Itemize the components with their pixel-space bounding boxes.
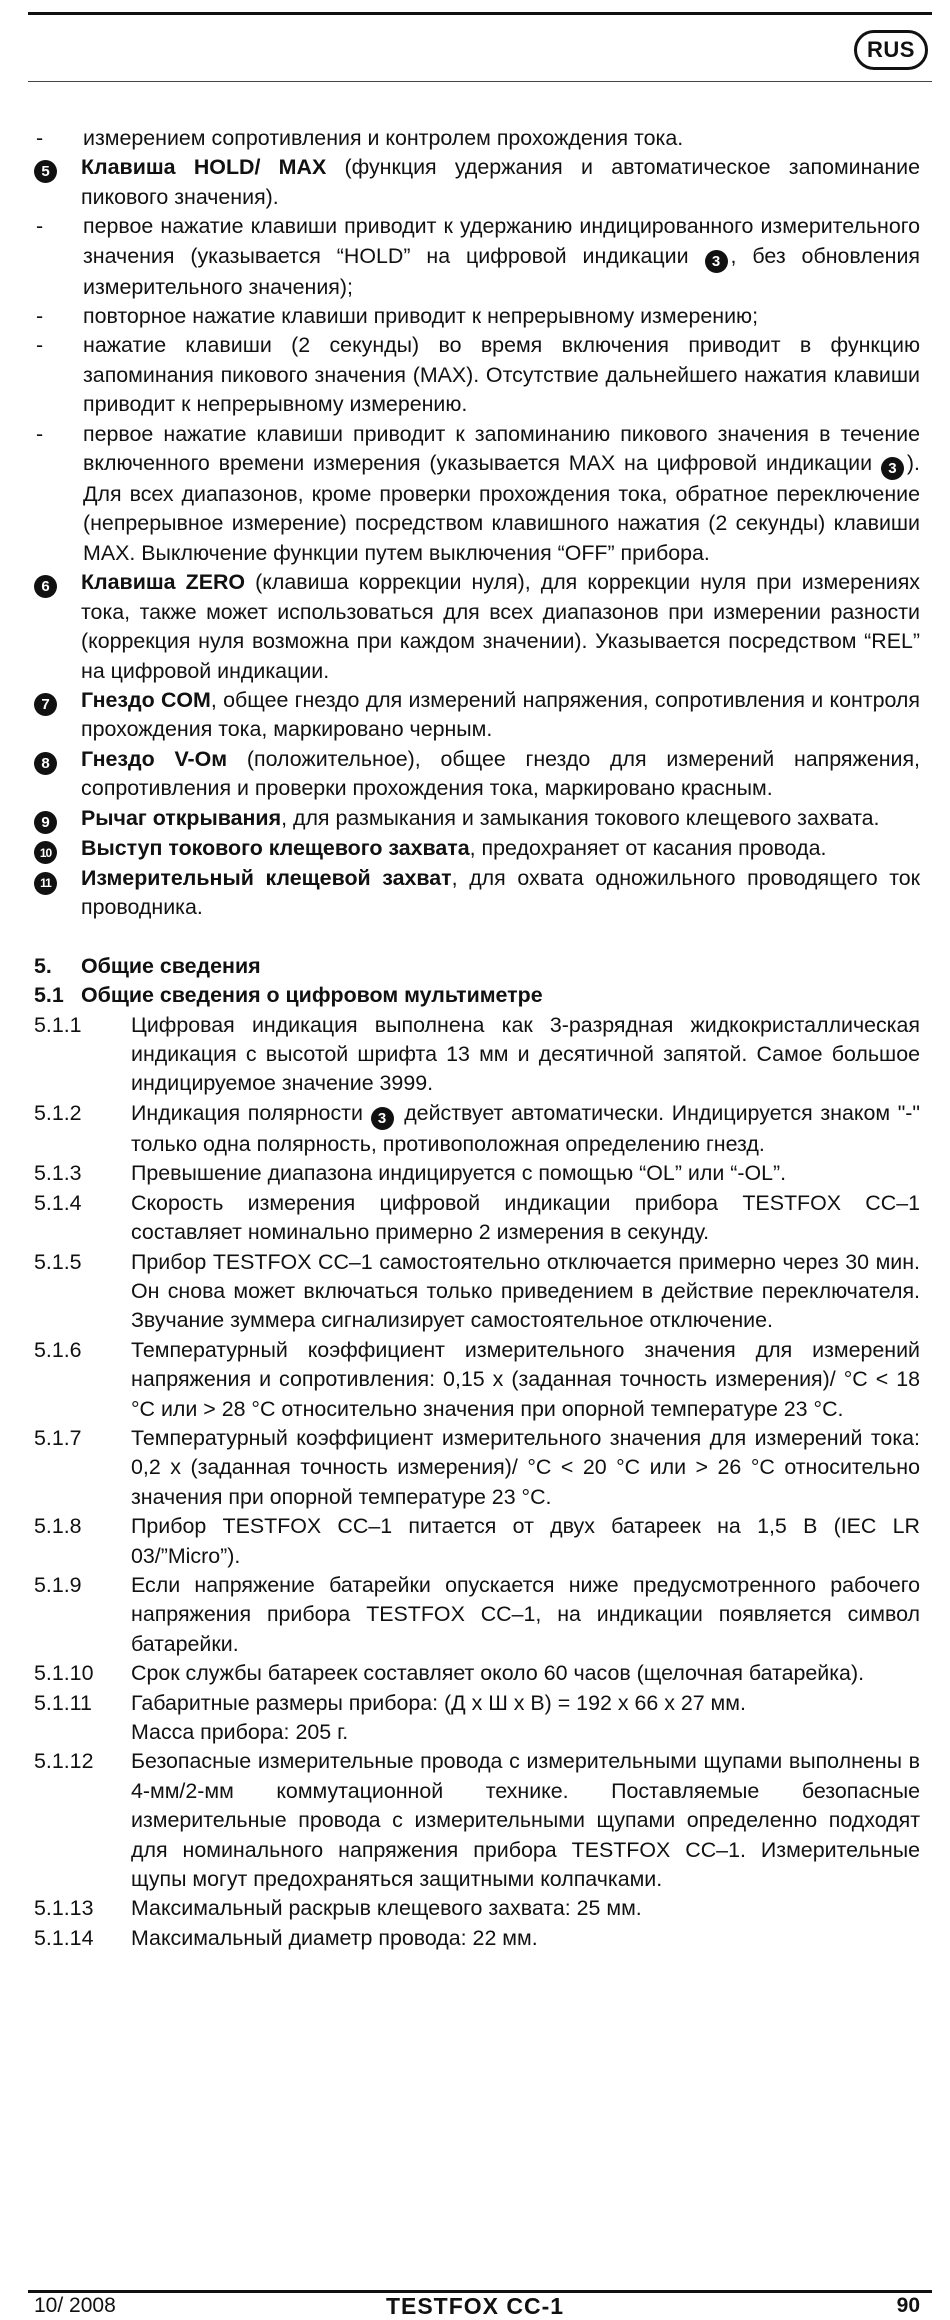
paragraph-number: 5.1.10 bbox=[34, 1661, 94, 1686]
item-heading: Клавиша HOLD/ MAX bbox=[81, 155, 327, 180]
reference-badge-icon: 3 bbox=[705, 250, 728, 273]
paragraph-text: Прибор TESTFOX CC–1 самостоятельно отключается примерно через 30 мин. Он снова может включаться только приведением в действие переключателя. Звучание зуммера сигнализирует самостоятельное отключение. bbox=[131, 1249, 920, 1333]
number-badge-icon: 8 bbox=[34, 752, 57, 775]
numbered-paragraph bbox=[34, 1099, 920, 1159]
paragraph-text: Скорость измерения цифровой индикации прибора TESTFOX CC–1 составляет номинально примерно 2 измерения в секунду. bbox=[131, 1190, 920, 1245]
paragraph-number: 5.1.4 bbox=[34, 1190, 82, 1215]
paragraph-text: Прибор TESTFOX CC–1 питается от двух батареек на 1,5 В (IEC LR 03/”Micro”). bbox=[131, 1514, 920, 1568]
paragraph-number: 5.1.9 bbox=[34, 1572, 82, 1597]
page-number: 90 bbox=[896, 2294, 920, 2317]
dash-marker: - bbox=[36, 333, 44, 358]
item-heading: Выступ токового клещевого захвата bbox=[81, 835, 470, 860]
paragraph-number: 5.1.11 bbox=[34, 1690, 92, 1715]
item-text: первое нажатие клавиши приводит к удержанию индицированного измерительного значения (указывается “HOLD” на цифровой индикации bbox=[83, 214, 920, 268]
numbered-paragraph bbox=[34, 1924, 920, 1953]
section-number: 5.1 bbox=[34, 983, 64, 1008]
list-item bbox=[34, 420, 920, 569]
item-text: первое нажатие клавиши приводит к запоминанию пикового значения в течение включенного времени измерения (указывается MAX на цифровой индикации bbox=[83, 421, 920, 476]
number-badge-icon: 5 bbox=[34, 160, 57, 183]
item-text: , для охвата одножильного проводящего ток проводника. bbox=[81, 866, 921, 920]
list-item bbox=[34, 864, 920, 923]
item-text: , для размыкания и замыкания токового клещевого захвата. bbox=[281, 805, 880, 830]
page-content bbox=[34, 124, 920, 1953]
footer-product-title: TESTFOX CC-1 bbox=[385, 2293, 565, 2319]
paragraph-number: 5.1.14 bbox=[34, 1925, 94, 1950]
item-text: (положительное), общее гнездо для измерений напряжения, сопротивления и проверки прохождения тока, маркировано красным. bbox=[81, 746, 920, 801]
paragraph-number: 5.1.8 bbox=[34, 1514, 82, 1539]
numbered-paragraph bbox=[34, 1747, 920, 1894]
paragraph-text: действует автоматически. Индицируется знаком "-" только одна полярность, противоположная определению гнезд. bbox=[131, 1100, 921, 1156]
item-text: измерением сопротивления и контролем прохождения тока. bbox=[83, 126, 684, 150]
paragraph-number: 5.1.3 bbox=[34, 1161, 82, 1186]
reference-badge-icon: 3 bbox=[881, 457, 904, 480]
numbered-paragraph bbox=[34, 1689, 920, 1748]
list-item bbox=[34, 153, 920, 212]
item-heading: Рычаг открывания bbox=[81, 805, 282, 830]
section-number: 5. bbox=[34, 953, 52, 978]
numbered-paragraph bbox=[34, 1189, 920, 1248]
paragraph-text: Масса прибора: 205 г. bbox=[131, 1720, 349, 1744]
paragraph-text: Безопасные измерительные провода с измерительными щупами выполнены в 4-мм/2-мм коммутационной технике. Поставляемые безопасные измерительные провода с измерительными щупами определенно подходят для номинального напряжения прибора TESTFOX CC–1. Измерительные щупы могут предохраняться защитными колпачками. bbox=[131, 1749, 920, 1892]
section-title: Общие сведения bbox=[81, 953, 261, 978]
number-badge-icon: 7 bbox=[34, 693, 57, 716]
number-badge-icon: 11 bbox=[34, 872, 57, 895]
numbered-paragraph bbox=[34, 1571, 920, 1659]
paragraph-number: 5.1.12 bbox=[34, 1749, 94, 1774]
paragraph-text: Температурный коэффициент измерительного значения для измерений напряжения и сопротивления: 0,15 x (заданная точность измерения)/ °C < 18 °C или > 28 °C относительно значения при опорной температуре 23 °C. bbox=[131, 1337, 920, 1421]
dash-marker: - bbox=[36, 214, 44, 239]
numbered-paragraph bbox=[34, 1659, 920, 1688]
paragraph-text: Максимальный диаметр провода: 22 мм. bbox=[131, 1925, 538, 1950]
numbered-paragraph bbox=[34, 1248, 920, 1336]
header-rule bbox=[28, 81, 932, 82]
reference-badge-icon: 3 bbox=[371, 1107, 394, 1130]
item-text: (клавиша коррекции нуля), для коррекции нуля при измерениях тока, также может использоваться для всех диапазонов при измерении разности (коррекция нуля возможна при каждом значении). Указывается посредством “REL” на цифровой индикации. bbox=[81, 570, 920, 683]
item-text: , предохраняет от касания провода. bbox=[469, 835, 827, 860]
numbered-paragraph bbox=[34, 1512, 920, 1571]
item-heading: Измерительный клещевой захват bbox=[81, 866, 452, 891]
numbered-paragraph bbox=[34, 1424, 920, 1512]
list-item bbox=[34, 124, 920, 153]
item-heading: Гнездо V-Ом bbox=[81, 746, 228, 771]
dash-marker: - bbox=[36, 421, 44, 446]
paragraph-text: Габаритные размеры прибора: (Д x Ш x В) = 192 x 66 x 27 мм. bbox=[131, 1690, 746, 1715]
list-item bbox=[34, 212, 920, 302]
item-text: ). Для всех диапазонов, кроме проверки прохождения тока, обратное переключение (непрерывное измерение) посредством клавишного нажатия (2 секунды) клавиши MAX. Выключение функции путем выключения “OFF” прибора. bbox=[83, 451, 920, 565]
list-item bbox=[34, 834, 920, 865]
top-rule bbox=[28, 12, 932, 15]
item-text: (функция удержания и автоматическое запоминание пикового значения). bbox=[81, 155, 920, 209]
paragraph-text: Превышение диапазона индицируется с помощью “OL” или “-OL”. bbox=[131, 1161, 787, 1186]
number-badge-icon: 6 bbox=[34, 575, 57, 598]
item-heading: Гнездо COM bbox=[81, 687, 211, 712]
number-badge-icon: 9 bbox=[34, 811, 57, 834]
numbered-paragraph bbox=[34, 1011, 920, 1099]
paragraph-text: Цифровая индикация выполнена как 3-разрядная жидкокристаллическая индикация с высотой шрифта 13 мм и десятичной запятой. Самое большое индицируемое значение 3999. bbox=[131, 1012, 920, 1096]
list-item bbox=[34, 302, 920, 331]
language-badge: RUS bbox=[854, 30, 928, 70]
list-item bbox=[34, 331, 920, 419]
paragraph-text: Температурный коэффициент измерительного значения для измерений тока: 0,2 x (заданная точность измерения)/ °C < 20 °C или > 26 °C относительно значения при опорной температуре 23 °C. bbox=[131, 1425, 920, 1509]
paragraph-text: Если напряжение батарейки опускается ниже предусмотренного рабочего напряжения прибора TESTFOX CC–1, на индикации появляется символ батарейки. bbox=[131, 1572, 920, 1656]
item-heading: Клавиша ZERO bbox=[81, 570, 246, 595]
number-badge-icon: 10 bbox=[34, 841, 57, 864]
list-item bbox=[34, 568, 920, 686]
section-title: Общие сведения о цифровом мультиметре bbox=[81, 983, 543, 1008]
paragraph-number: 5.1.5 bbox=[34, 1249, 82, 1274]
paragraph-text: Максимальный раскрыв клещевого захвата: 25 мм. bbox=[131, 1896, 642, 1921]
subsection-heading bbox=[34, 981, 920, 1010]
dash-marker: - bbox=[36, 126, 44, 150]
numbered-paragraph bbox=[34, 1336, 920, 1424]
list-item bbox=[34, 745, 920, 804]
paragraph-text: Индикация полярности bbox=[131, 1100, 371, 1125]
item-text: , общее гнездо для измерений напряжения, сопротивления и контроля прохождения тока, маркировано черным. bbox=[81, 687, 920, 742]
item-text: нажатие клавиши (2 секунды) во время включения приводит в функцию запоминания пикового значения (MAX). Отсутствие дальнейшего нажатия клавиши приводит к непрерывному измерению. bbox=[83, 333, 920, 417]
section-heading bbox=[34, 952, 920, 981]
dash-marker: - bbox=[36, 304, 44, 329]
list-item bbox=[34, 804, 920, 834]
paragraph-number: 5.1.6 bbox=[34, 1337, 82, 1362]
paragraph-text: Срок службы батареек составляет около 60 часов (щелочная батарейка). bbox=[131, 1661, 865, 1686]
numbered-paragraph bbox=[34, 1159, 920, 1188]
numbered-paragraph bbox=[34, 1894, 920, 1923]
footer-date: 10/ 2008 bbox=[34, 2294, 116, 2317]
paragraph-number: 5.1.2 bbox=[34, 1100, 82, 1125]
item-text: повторное нажатие клавиши приводит к непрерывному измерению; bbox=[83, 304, 759, 329]
paragraph-number: 5.1.1 bbox=[34, 1012, 82, 1037]
paragraph-number: 5.1.7 bbox=[34, 1425, 82, 1450]
list-item bbox=[34, 686, 920, 745]
paragraph-number: 5.1.13 bbox=[34, 1896, 94, 1921]
item-text: , без обновления измерительного значения); bbox=[83, 243, 920, 299]
